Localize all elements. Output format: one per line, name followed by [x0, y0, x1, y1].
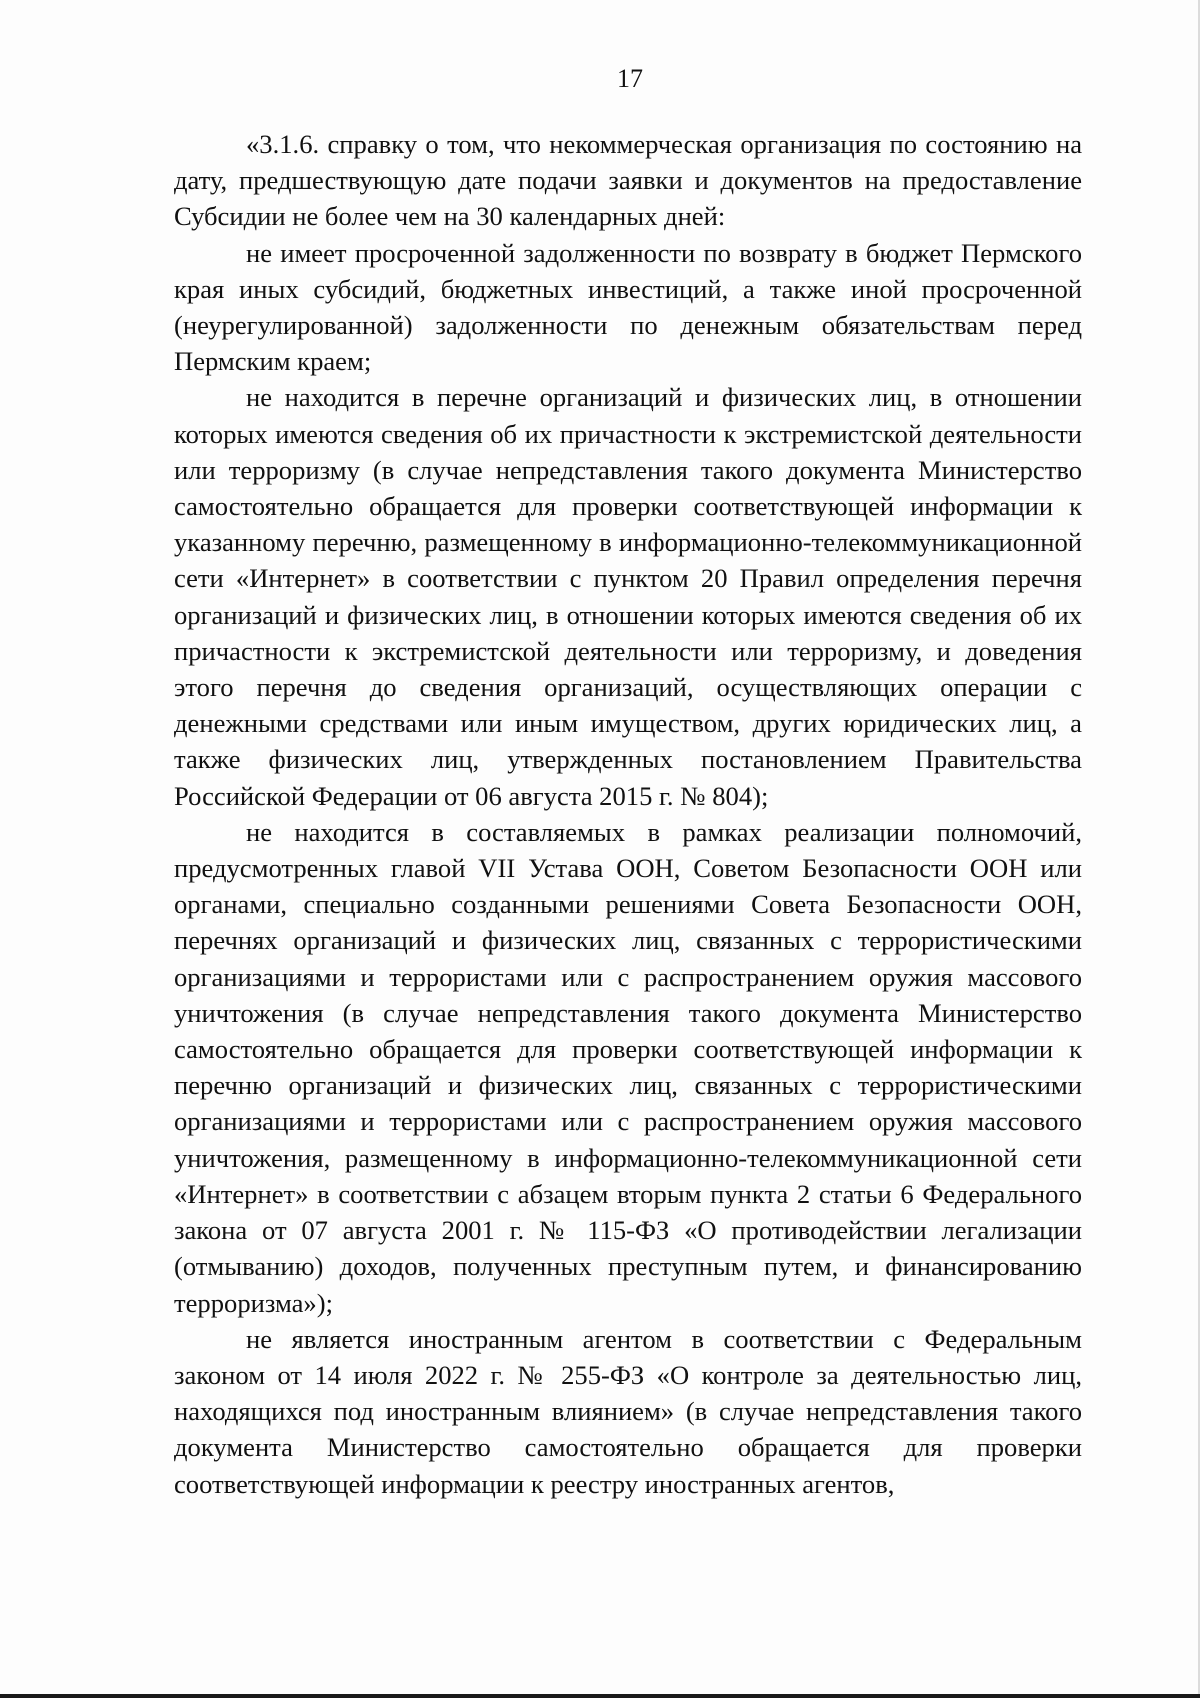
scan-edge-bottom — [0, 1694, 1200, 1698]
paragraph-not-in-un-list: не находится в составляемых в рамках реализации полномочий, предусмотренных главой VII Устава ООН, Советом Безопасности ООН или органами, специально созданными решениями Совета Безопасности ООН, перечнях организаций и физических лиц, связанных с террористическими организациями и террористами или с распространением оружия массового уничтожения (в случае непредставления такого документа Министерство самостоятельно обращается для проверки соответствующей информации к перечню организаций и физических лиц, связанных с террористическими организациями и террористами или с распространением оружия массового уничтожения, размещенному в информационно-телекоммуникационной сети «Интернет» в соответствии с абзацем вторым пункта 2 статьи 6 Федерального закона от 07 августа 2001 г. № 115-ФЗ «О противодействии легализации (отмыванию) доходов, полученных преступным путем, и финансированию терроризма»); — [174, 816, 1082, 1318]
paragraph-no-debt: не имеет просроченной задолженности по возврату в бюджет Пермского края иных субсидий, бюджетных инвестиций, а также иной просроченной (неурегулированной) задолженности по денежным обязательствам перед Пермским краем; — [174, 237, 1082, 377]
paragraph-not-foreign-agent: не является иностранным агентом в соответствии с Федеральным законом от 14 июля 2022 г. № 255-ФЗ «О контроле за деятельностью лиц, находящихся под иностранным влиянием» (в случае непредставления такого документа Министерство самостоятельно обращается для проверки соответствующей информации к реестру иностранных агентов, — [174, 1323, 1082, 1499]
document-body — [174, 126, 1082, 1502]
paragraph-3-1-6: «3.1.6. справку о том, что некоммерческая организация по состоянию на дату, предшествующую дате подачи заявки и документов на предоставление Субсидии не более чем на 30 календарных дней: — [174, 129, 1082, 232]
page-number: 17 — [617, 64, 643, 93]
paragraph-not-in-extremist-list: не находится в перечне организаций и физических лиц, в отношении которых имеются сведения об их причастности к экстремистской деятельности или терроризму (в случае непредставления такого документа Министерство самостоятельно обращается для проверки соответствующей информации к указанному перечню, размещенному в информационно-телекоммуникационной сети «Интернет» в соответствии с пунктом 20 Правил определения перечня организаций и физических лиц, в отношении которых имеются сведения об их причастности к экстремистской деятельности или терроризму, и доведения этого перечня до сведения организаций, осуществляющих операции с денежными средствами или иным имуществом, других юридических лиц, а также физических лиц, утвержденных постановлением Правительства Российской Федерации от 06 августа 2015 г. № 804); — [174, 382, 1082, 811]
